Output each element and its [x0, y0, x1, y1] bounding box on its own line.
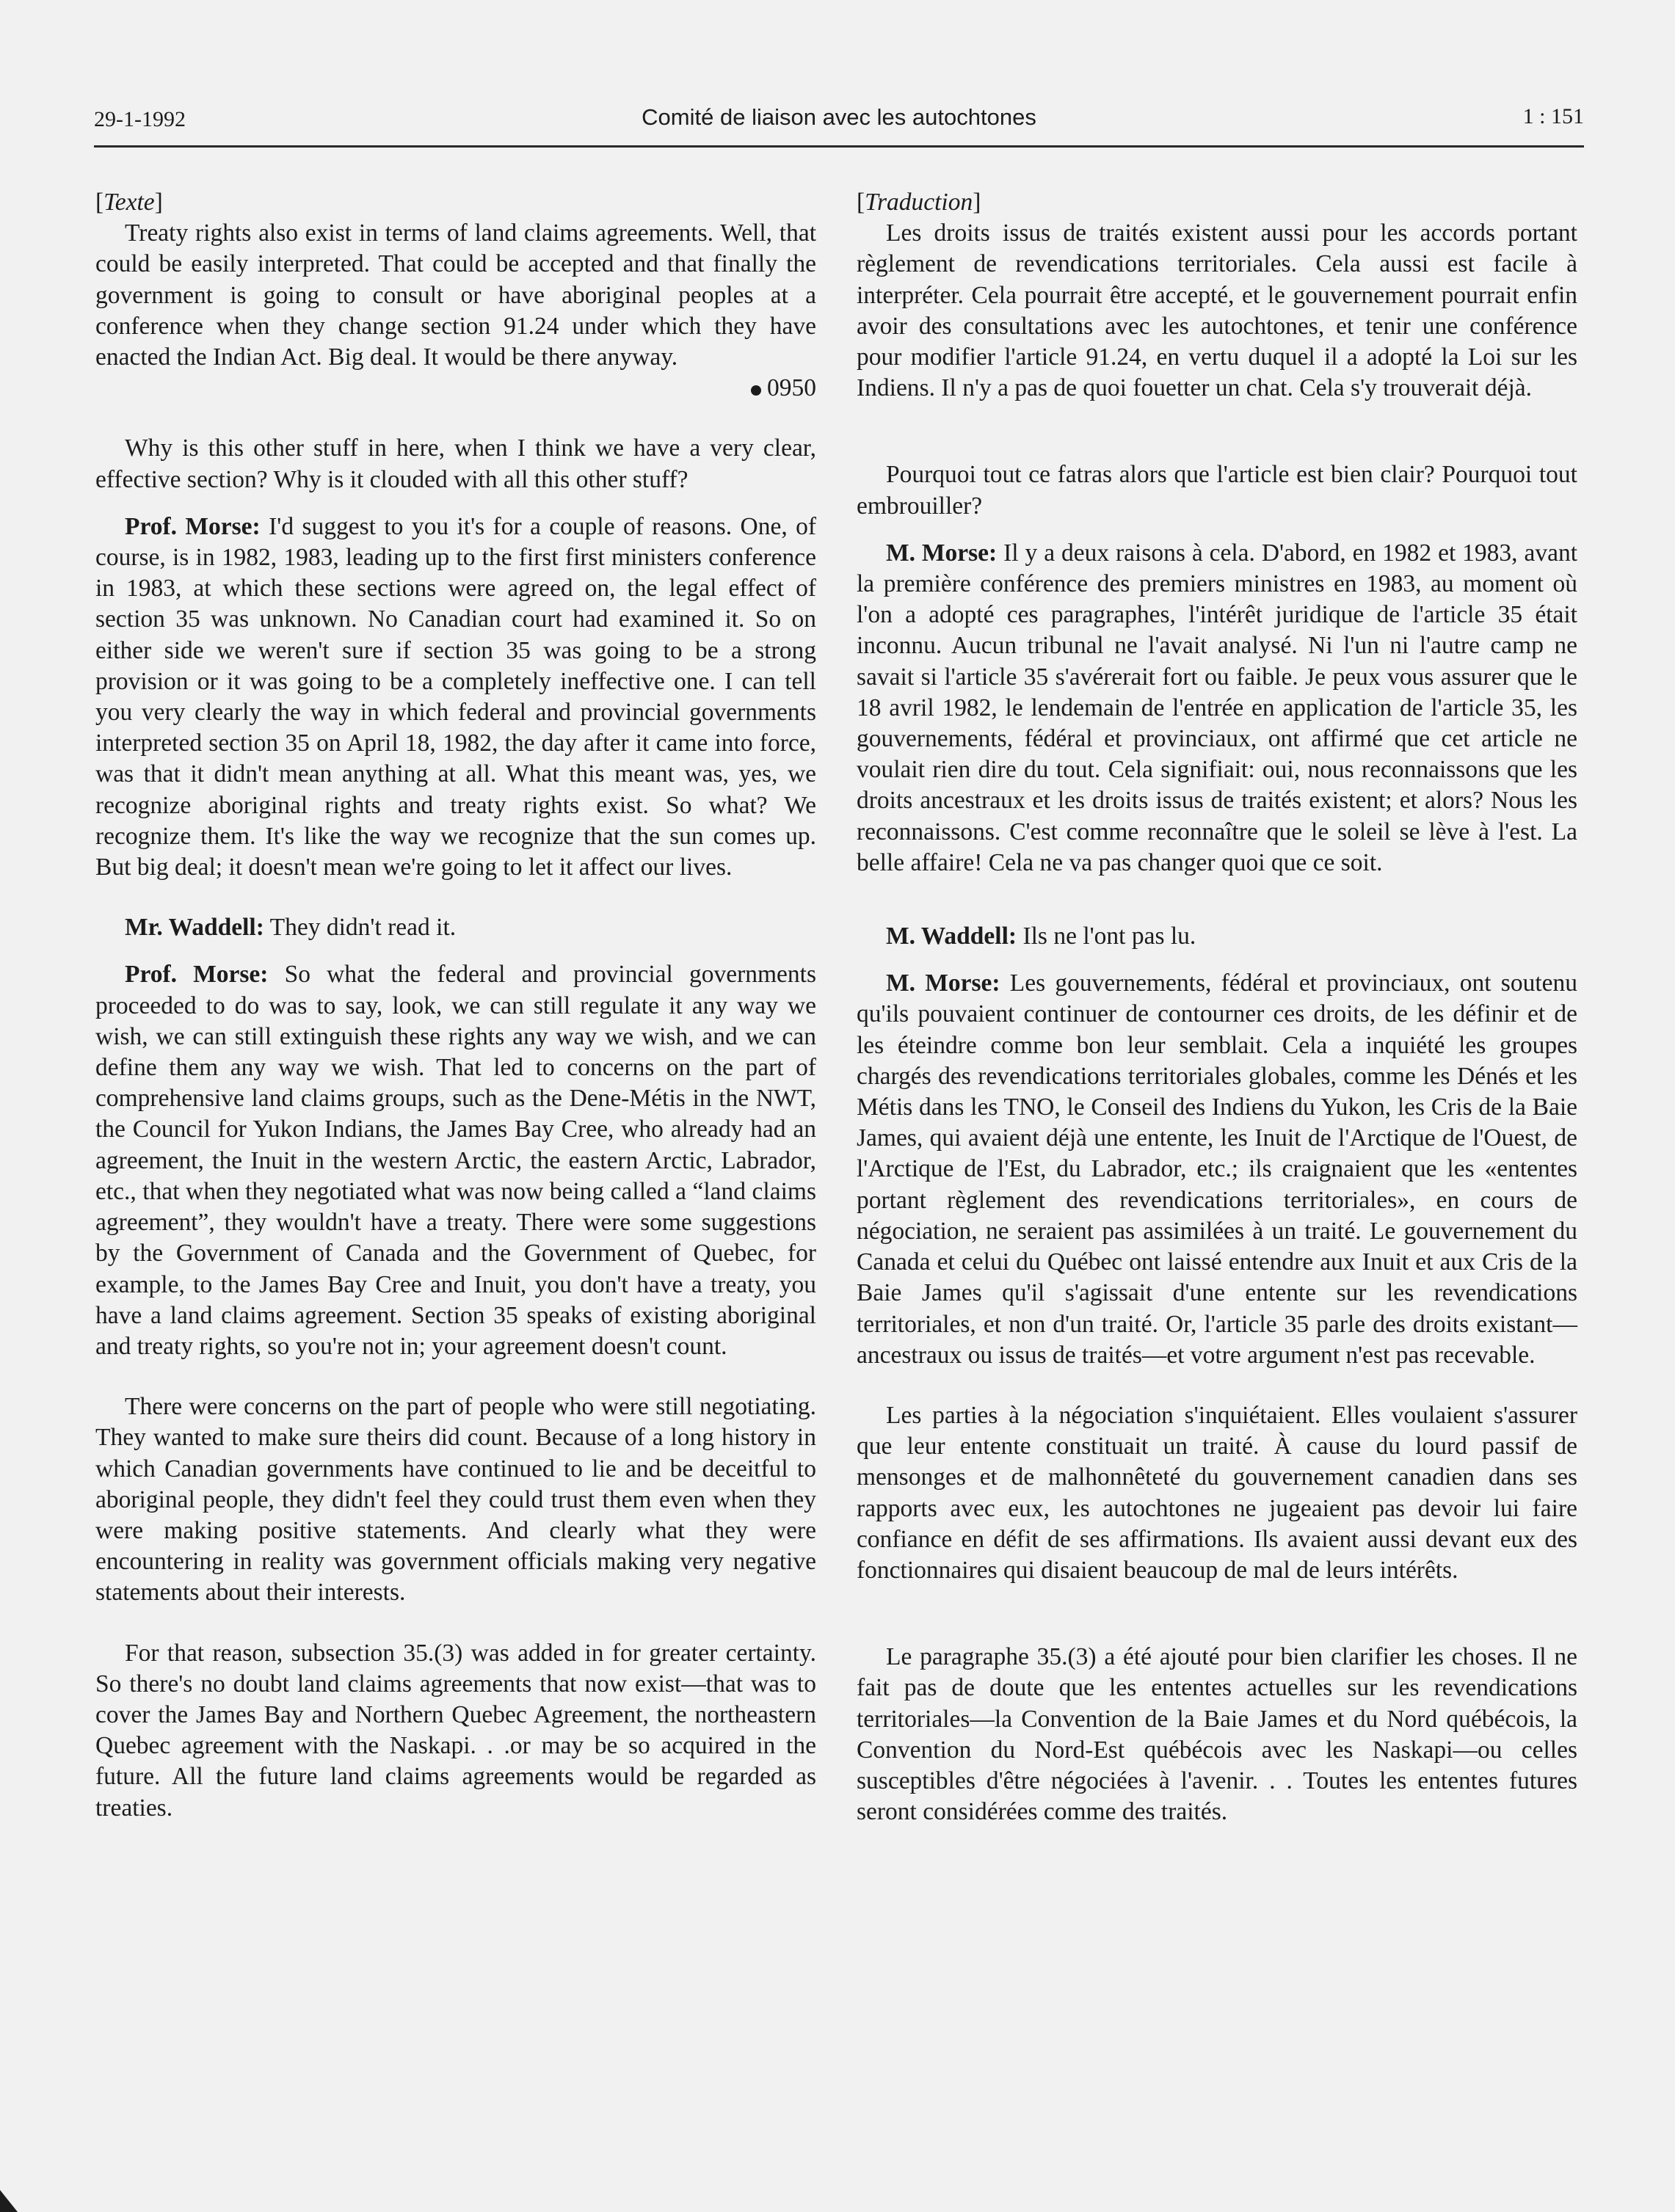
paragraph: Pourquoi tout ce fatras alors que l'article est bien clair? Pourquoi tout embrouiller?	[857, 461, 1577, 520]
paragraph: M. Morse: Il y a deux raisons à cela. D'abord, en 1982 et 1983, avant la première conférence des premiers ministres en 1983, au moment où l'on a adopté ces paragraphes, l'intérêt juridique de l'article 35 était inconnu. Aucun tribunal ne l'avait analysé. Ni l'un ni l'autre camp ne savait si l'article 35 s'avérerait fort ou faible. Je peux vous assurer que le 18 avril 1982, le lendemain de l'entrée en application de l'article 35, les gouvernements, fédéral et provinciaux, ont affirmé que cet article ne voulait rien dire du tout. Cela signifiait: oui, nous reconnaissons que les droits ancestraux et les droits issus de traités existent; et alors? Nous les reconnaissons. C'est comme reconnaître que le soleil se lève à l'est. La belle affaire! Cela ne va pas changer quoi que ce soit.	[857, 539, 1578, 876]
header-date: 29-1-1992	[94, 107, 186, 131]
bullet-icon	[751, 385, 761, 396]
speaker-name: M. Waddell:	[886, 923, 1017, 950]
header-page-number: 1 : 151	[1522, 104, 1584, 128]
english-column	[95, 187, 816, 1824]
page-header	[94, 100, 1584, 148]
paragraph: Les parties à la négociation s'inquiétaient. Elles voulaient s'assurer que leur entente constituait un traité. À cause du lourd passif de mensonges et de malhonnêteté du gouvernement canadien dans ses rapports avec eux, les autochtones ne jugeaient pas devoir lui faire confiance en défit de ses affirmations. Ils avaient aussi devant eux des fonctionnaires qui disaient beaucoup de mal de leurs intérêts.	[857, 1401, 1577, 1584]
paragraph: Mr. Waddell: They didn't read it.	[125, 914, 457, 942]
paragraph: For that reason, subsection 35.(3) was added in for greater certainty. So there's no doubt land claims agreements that now exist—that was to cover the James Bay and Northern Quebec Agreement, the northeastern Quebec agreement with the Naskapi. . .or may be so acquired in the future. All the future land claims agreements would be regarded as treaties.	[95, 1639, 816, 1822]
paragraph: Why is this other stuff in here, when I think we have a very clear, effective section? Why is it clouded with all this other stuff?	[95, 434, 816, 493]
speaker-name: Prof. Morse:	[125, 961, 269, 989]
timestamp: 0950	[95, 373, 816, 404]
language-label: [Traduction]	[857, 189, 981, 216]
paragraph: M. Waddell: Ils ne l'ont pas lu.	[886, 923, 1196, 950]
paragraph: Treaty rights also exist in terms of land claims agreements. Well, that could be easily interpreted. That could be accepted and that finally the government is going to consult or have aboriginal peoples at a conference when they change section 91.24 under which they have enacted the Indian Act. Big deal. It would be there anyway.	[95, 219, 816, 371]
speaker-name: Prof. Morse:	[125, 512, 261, 540]
paragraph: Prof. Morse: I'd suggest to you it's for a couple of reasons. One, of course, is in 1982, 1983, leading up to the first first ministers conference in 1983, at which these sections were agreed on, the legal effect of section 35 was unknown. No Canadian court had examined it. So on either side we weren't sure if section 35 was going to be a strong provision or it was going to be a completely ineffective one. I can tell you very clearly the way in which federal and provincial governments interpreted section 35 on April 18, 1982, the day after it came into force, was that it didn't mean anything at all. What this meant was, yes, we recognize aboriginal rights and treaty rights exist. So what? We recognize them. It's like the way we recognize that the sun comes up. But big deal; it doesn't mean we're going to let it affect our lives.	[95, 512, 817, 881]
page-corner-mark	[0, 2190, 44, 2212]
french-column	[857, 187, 1577, 1827]
speaker-name: Mr. Waddell:	[125, 914, 264, 942]
speaker-name: M. Morse:	[886, 539, 998, 567]
language-label: [Texte]	[95, 189, 163, 216]
paragraph: M. Morse: Les gouvernements, fédéral et provinciaux, ont soutenu qu'ils pouvaient continuer de contourner ces droits, de les définir et de les éteindre comme bon leur semblait. Cela a inquiété les groupes chargés des revendications territoriales globales, comme les Dénés et les Métis dans les TNO, le Conseil des Indiens du Yukon, les Cris de la Baie James, qui avaient déjà une entente, les Inuit de l'Arctique de l'Ouest, de l'Arctique de l'Est, du Labrador, etc.; ils craignaient que les «ententes portant règlement des revendications territoriales», en cours de négociation, ne seraient pas assimilées à un traité. Le gouvernement du Canada et celui du Québec ont laissé entendre aux Inuit et aux Cris de la Baie James qu'il s'agissait d'une entente sur les revendications territoriales, et non d'un traité. Or, l'article 35 parle des droits existant—ancestraux ou issus de traités—et votre argument n'est pas recevable.	[857, 969, 1577, 1369]
paragraph: Les droits issus de traités existent aussi pour les accords portant règlement de revendications territoriales. Cela aussi est facile à interpréter. Cela pourrait être accepté, et le gouvernement pourrait enfin avoir des consultations avec les autochtones, et tenir une conférence pour modifier l'article 91.24, en vertu duquel il a adopté la Loi sur les Indiens. Il n'y a pas de quoi fouetter un chat. Cela s'y trouverait déjà.	[857, 219, 1577, 402]
speaker-name: M. Morse:	[886, 969, 1000, 997]
paragraph: Le paragraphe 35.(3) a été ajouté pour bien clarifier les choses. Il ne fait pas de doute que les ententes actuelles sur les revendications territoriales—la Convention de la Baie James et du Nord québécois, la Convention du Nord-Est québécois avec les Naskapi—ou celles susceptibles d'être négociées à l'avenir. . . Toutes les ententes futures seront considérées comme des traités.	[857, 1643, 1577, 1826]
paragraph: Prof. Morse: So what the federal and provincial governments proceeded to do was to say, look, we can still regulate it any way we wish, we can still extinguish these rights any way we wish, and we can define them any way we wish. That led to concerns on the part of comprehensive land claims groups, such as the Dene-Métis in the NWT, the Council for Yukon Indians, the James Bay Cree, who already had an agreement, the Inuit in the western Arctic, the eastern Arctic, Labrador, etc., that when they negotiated what was now being called a “land claims agreement”, they wouldn't have a treaty. There were some suggestions by the Government of Canada and the Government of Quebec, for example, to the James Bay Cree and Inuit, you don't have a treaty, you have a land claims agreement. Section 35 speaks of existing aboriginal and treaty rights, so you're not in; your agreement doesn't count.	[95, 961, 817, 1360]
header-title: Comité de liaison avec les autochtones	[642, 104, 1036, 130]
paragraph: There were concerns on the part of people who were still negotiating. They wanted to make sure theirs did count. Because of a long history in which Canadian governments have continued to lie and be deceitful to aboriginal people, they didn't feel they could trust them even when they were making positive statements. And clearly what they were encountering in reality was government officials making very negative statements about their interests.	[95, 1393, 816, 1607]
